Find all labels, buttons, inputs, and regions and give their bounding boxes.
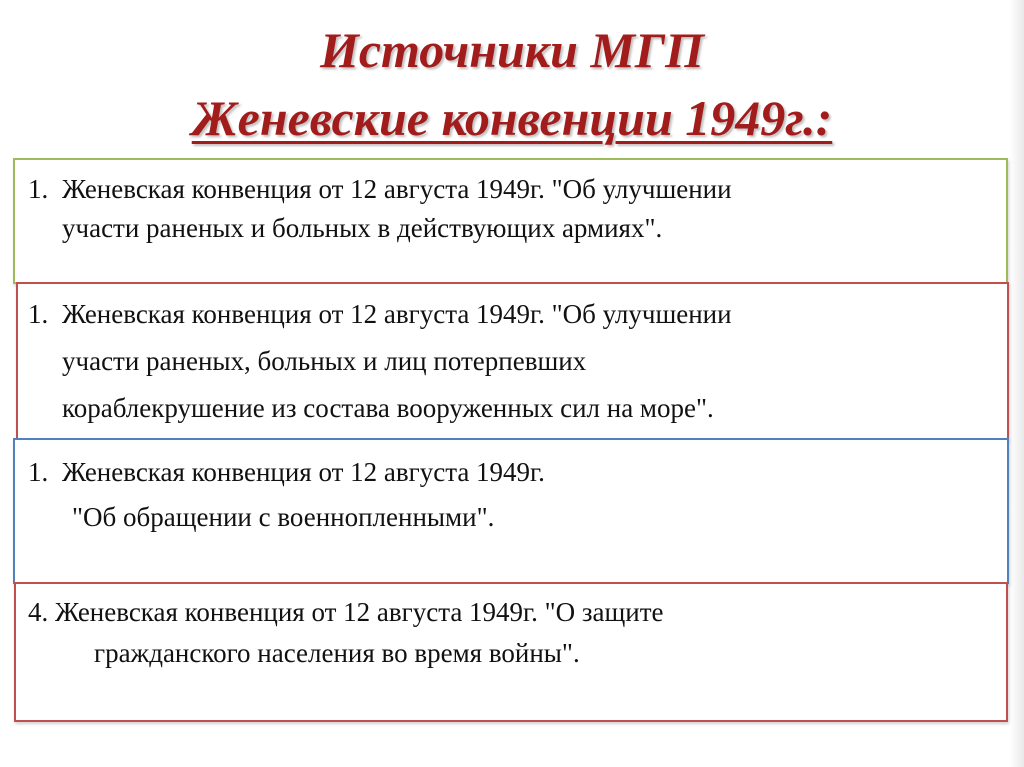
convention-1-line-2: участи раненых и больных в действующих армиях". [62, 213, 663, 243]
slide-subtitle [0, 88, 1024, 148]
convention-3-line-1 [28, 450, 545, 495]
slide-title-text: Источники МГП [319, 22, 705, 78]
convention-2-line-3: кораблекрушение из состава вооруженных сил на море". [62, 393, 714, 423]
convention-1-text [28, 170, 732, 248]
convention-1-line-1-text: Женевская конвенция от 12 августа 1949г. "Об улучшении [62, 174, 732, 204]
convention-4-line-2: гражданского населения во время войны". [94, 638, 580, 668]
convention-3-text [28, 450, 545, 540]
convention-4-text [28, 592, 664, 674]
convention-3-line-2: "Об обращении с военнопленными". [72, 502, 495, 532]
convention-1-number: 1. [28, 174, 49, 204]
convention-2-line-1 [28, 291, 732, 338]
slide-subtitle-text: Женевские конвенции 1949г.: [191, 90, 833, 146]
convention-2-text [28, 291, 732, 432]
slide-title [0, 20, 1024, 80]
convention-4-line-1 [28, 592, 664, 633]
convention-4-line-1-text: Женевская конвенция от 12 августа 1949г. "О защите [55, 597, 664, 627]
convention-3-number: 1. [28, 457, 49, 487]
convention-2-line-1-text: Женевская конвенция от 12 августа 1949г. "Об улучшении [62, 299, 732, 329]
convention-4-number: 4. [28, 597, 49, 627]
convention-1-line-1 [28, 170, 732, 209]
convention-2-line-2: участи раненых, больных и лиц потерпевших [62, 346, 587, 376]
convention-2-number: 1. [28, 299, 49, 329]
convention-3-line-1-text: Женевская конвенция от 12 августа 1949г. [62, 457, 545, 487]
